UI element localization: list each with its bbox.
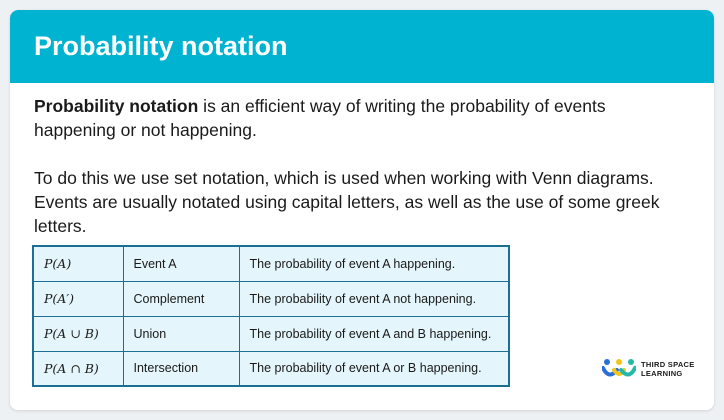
- table-row: [33, 281, 509, 316]
- table-row: [33, 351, 509, 386]
- intro-text: [10, 83, 714, 238]
- name-cell: Union: [123, 316, 239, 351]
- table-row: [33, 246, 509, 281]
- notation-cell: P(A): [33, 246, 123, 281]
- logo-figures-icon: [602, 358, 636, 380]
- name-cell: Event A: [123, 246, 239, 281]
- third-space-learning-logo: [602, 358, 695, 380]
- intro-rest: is an efficient way of writing the probability of events happening or not happening.: [34, 96, 606, 140]
- intro-paragraph-1: [34, 94, 690, 142]
- meaning-cell: The probability of event A happening.: [239, 246, 509, 281]
- logo-wordmark: THIRD SPACE LEARNING: [641, 360, 695, 378]
- lesson-card: [10, 10, 714, 410]
- notation-cell: P(A′): [33, 281, 123, 316]
- notation-cell: P(A ∩ B): [33, 351, 123, 386]
- meaning-cell: The probability of event A and B happening.: [239, 316, 509, 351]
- intro-paragraph-2: To do this we use set notation, which is used when working with Venn diagrams. Events are usually notated using capital letters, as well as the use of some greek letters.: [34, 168, 660, 236]
- meaning-cell: The probability of event A or B happening.: [239, 351, 509, 386]
- meaning-cell: The probability of event A not happening.: [239, 281, 509, 316]
- table-row: [33, 316, 509, 351]
- intro-bold-term: Probability notation: [34, 96, 199, 116]
- notation-table: [32, 245, 510, 387]
- notation-cell: P(A ∪ B): [33, 316, 123, 351]
- header-bar: [10, 10, 714, 83]
- name-cell: Complement: [123, 281, 239, 316]
- name-cell: Intersection: [123, 351, 239, 386]
- page-title: Probability notation: [34, 31, 288, 61]
